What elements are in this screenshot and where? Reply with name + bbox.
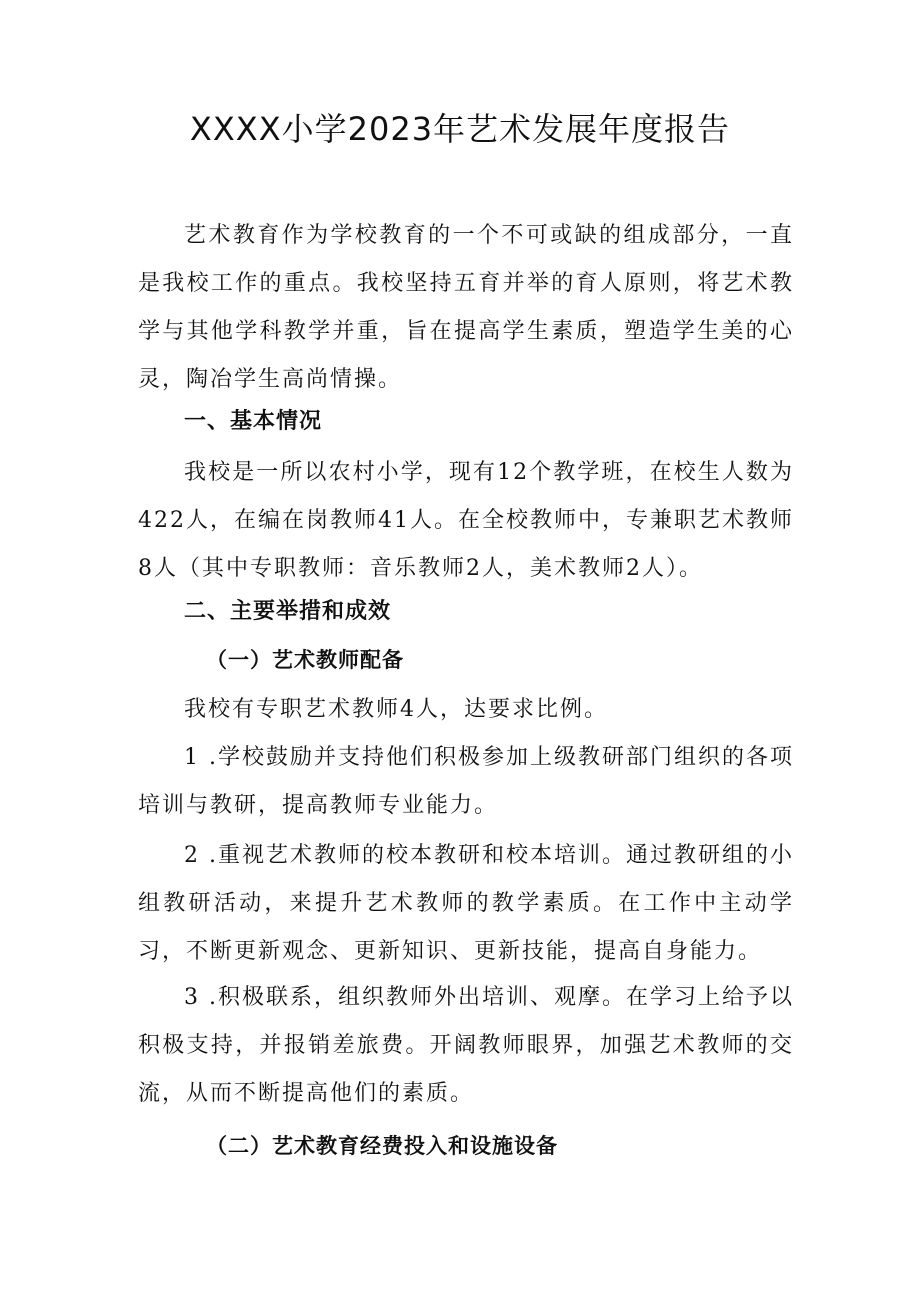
subsection-heading-teachers: （一）艺术教师配备 (206, 648, 404, 672)
intro-paragraph: 艺术教育作为学校教育的一个不可或缺的组成部分，一直是我校工作的重点。我校坚持五育并举的育人原则，将艺术教学与其他学科教学并重，旨在提高学生素质，塑造学生美的心灵，陶冶学生高尚情操。 (138, 223, 794, 392)
measure-item-3: 3 .积极联系，组织教师外出培训、观摩。在学习上给予以积极支持，并报销差旅费。开阔教师眼界，加强艺术教师的交流，从而不断提高他们的素质。 (138, 985, 794, 1106)
measure-item-2: 2 .重视艺术教师的校本教研和校本培训。通过教研组的小组教研活动，来提升艺术教师的教学素质。在工作中主动学习，不断更新观念、更新知识、更新技能，提高自身能力。 (138, 843, 794, 964)
section-heading-measures: 二、主要举措和成效 (184, 599, 392, 624)
teachers-paragraph: 我校有专职艺术教师4人，达要求比例。 (184, 697, 608, 722)
subsection-heading-funding: （二）艺术教育经费投入和设施设备 (206, 1134, 558, 1158)
document-title: XXXX小学2023年艺术发展年度报告 (189, 110, 731, 148)
section-heading-basic: 一、基本情况 (184, 409, 323, 434)
basic-info-paragraph: 我校是一所以农村小学，现有12个教学班，在校生人数为422人，在编在岗教师41人。在全校教师中，专兼职艺术教师8人（其中专职教师：音乐教师2人，美术教师2人）。 (138, 460, 794, 581)
measure-item-1: 1 .学校鼓励并支持他们积极参加上级教研部门组织的各项培训与教研，提高教师专业能力。 (138, 745, 794, 818)
